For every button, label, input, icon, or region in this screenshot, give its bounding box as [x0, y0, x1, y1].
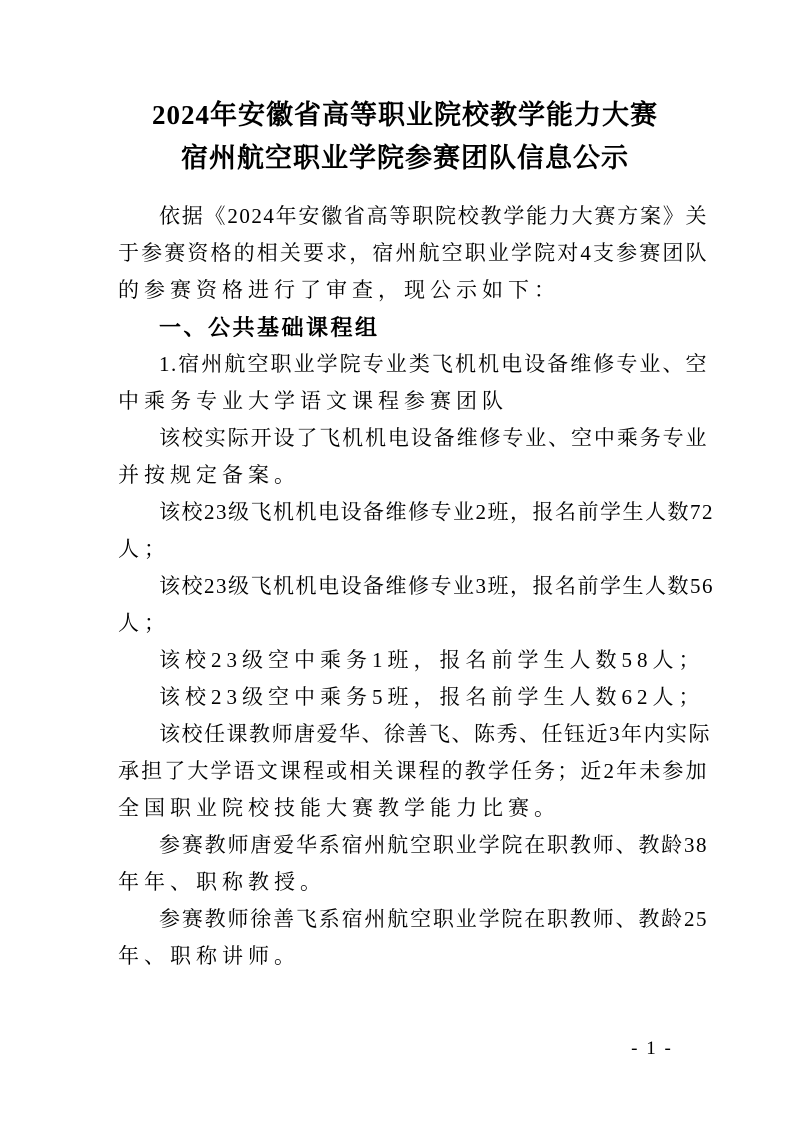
- text-line: 该校23级飞机机电设备维修专业2班，报名前学生人数72: [159, 500, 714, 524]
- paragraph: [118, 346, 708, 420]
- text-line: 年年、职称教授。: [118, 870, 326, 894]
- page-number: - 1 -: [631, 1038, 673, 1059]
- text-line: 于参赛资格的相关要求，宿州航空职业学院对4支参赛团队: [118, 241, 708, 265]
- document-body: [118, 198, 714, 975]
- paragraph: [118, 827, 708, 901]
- paragraph: [118, 494, 714, 568]
- text-line: 依据《2024年安徽省高等职院校教学能力大赛方案》关: [159, 204, 708, 228]
- text-line: 1.宿州航空职业学院专业类飞机机电设备维修专业、空: [159, 352, 708, 376]
- text-line: 该校23级空中乘务1班，报名前学生人数58人；: [159, 648, 705, 672]
- text-line: 承担了大学语文课程或相关课程的教学任务；近2年未参加: [118, 759, 708, 783]
- text-line: 全国职业院校技能大赛教学能力比赛。: [118, 796, 560, 820]
- paragraph: [118, 716, 711, 827]
- paragraph: [118, 679, 708, 716]
- paragraph: [118, 198, 708, 309]
- document-title: [110, 94, 700, 180]
- text-line: 该校任课教师唐爱华、徐善飞、陈秀、任钰近3年内实际: [159, 722, 711, 746]
- text-line: 该校实际开设了飞机机电设备维修专业、空中乘务专业: [159, 426, 708, 450]
- document-title-line-2: 宿州航空职业学院参赛团队信息公示: [181, 143, 629, 173]
- text-line: 参赛教师唐爱华系宿州航空职业学院在职教师、教龄38: [159, 833, 708, 857]
- text-line: 人；: [118, 537, 170, 561]
- text-line: 人；: [118, 611, 170, 635]
- text-line: 年、职称讲师。: [118, 944, 300, 968]
- text-line: 该校23级空中乘务5班，报名前学生人数62人；: [159, 685, 705, 709]
- text-line: 该校23级飞机机电设备维修专业3班，报名前学生人数56: [159, 574, 714, 598]
- text-line: 中乘务专业大学语文课程参赛团队: [118, 389, 508, 413]
- section-heading: [118, 309, 708, 346]
- text-line: 一、公共基础课程组: [159, 315, 380, 340]
- document-title-line-1: 2024年安徽省高等职业院校教学能力大赛: [152, 100, 658, 130]
- paragraph: [118, 568, 714, 642]
- text-line: 参赛教师徐善飞系宿州航空职业学院在职教师、教龄25: [159, 907, 708, 931]
- paragraph: [118, 642, 708, 679]
- text-line: 的参赛资格进行了审查，现公示如下：: [118, 278, 560, 302]
- paragraph: [118, 420, 708, 494]
- paragraph: [118, 901, 708, 975]
- text-line: 并按规定备案。: [118, 463, 300, 487]
